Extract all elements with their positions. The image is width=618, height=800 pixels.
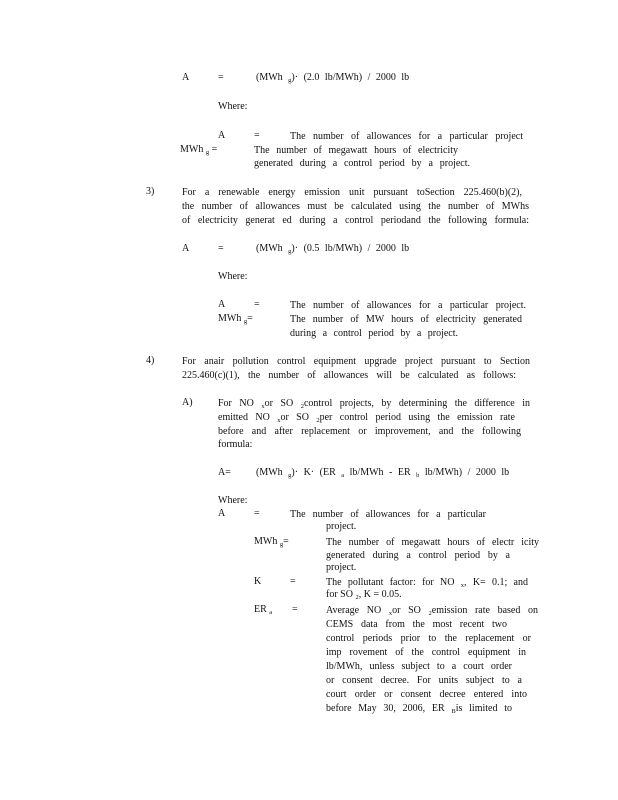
def-a-symbol: A — [218, 508, 226, 519]
def-a-text: The number of allowances for a particular project — [290, 131, 523, 142]
item-3-number: 3) — [146, 186, 155, 197]
def-a-symbol: A — [218, 299, 226, 310]
def-mwh-text-line-1: The number of megawatt hours of electr icity — [326, 537, 539, 548]
def-er-symbol: ER $_a$ — [254, 604, 273, 616]
where-label: Where: — [218, 495, 248, 506]
def-a-equals: = — [254, 508, 260, 519]
where-label: Where: — [218, 101, 248, 112]
def-a-equals: = — [254, 299, 260, 310]
item-3-line-2: the number of allowances must be calculated using the number of MWhs — [182, 201, 529, 212]
def-k-text-line-2: for SO $_2$, K = 0.05. — [326, 589, 402, 601]
formula-1-expression: (MWh $_g$)· (2.0 lb/MWh) / 2000 lb — [256, 72, 410, 84]
item-3-line-3: of electricity generat ed during a control periodand the following formula: — [182, 215, 529, 226]
def-k-text-line-1: The pollutant factor: for NO $_x$, K= 0.1; and — [326, 577, 528, 589]
def-er-text-line-8: before May 30, 2006, ER $_B$is limited to — [326, 703, 513, 715]
formula-2-lhs: A — [182, 243, 190, 254]
item-4-line-2: 225.460(c)(1), the number of allowances will be calculated as follows: — [182, 370, 516, 381]
def-mwh-text-line-3: project. — [326, 562, 357, 573]
formula-3-expression: (MWh $_g$)· K· (ER $_a$ lb/MWh - ER $_b$ lb/MWh) / 2000 lb — [256, 467, 510, 479]
def-mwh-text-line-2: generated during a control period by a project. — [254, 158, 470, 169]
def-er-text-line-6: or consent decree. For units subject to a — [326, 675, 522, 686]
def-a-equals: = — [254, 130, 260, 141]
item-a-line-2: emitted NO $_x$or SO $_2$per control period using the emission rate — [218, 412, 515, 424]
def-mwh-symbol: MWh $_g$= — [218, 313, 253, 325]
def-mwh-text-line-1: The number of megawatt hours of electricity — [254, 145, 458, 156]
def-mwh-text-line-2: generated during a control period by a — [326, 550, 510, 561]
where-label: Where: — [218, 271, 248, 282]
def-mwh-symbol: MWh $_g$ = — [180, 144, 218, 156]
formula-2-expression: (MWh $_g$)· (0.5 lb/MWh) / 2000 lb — [256, 243, 410, 255]
formula-1-equals: = — [218, 72, 224, 83]
item-4-line-1: For anair pollution control equipment upgrade project pursuant to Section — [182, 356, 530, 367]
def-k-equals: = — [290, 576, 296, 587]
def-k-symbol: K — [254, 576, 262, 587]
item-4-number: 4) — [146, 355, 155, 366]
def-er-text-line-4: imp rovement of the control equipment in — [326, 647, 526, 658]
def-a-text-line-1: The number of allowances for a particular — [290, 509, 486, 520]
def-er-text-line-3: control periods prior to the replacement or — [326, 633, 531, 644]
def-a-symbol: A — [218, 130, 226, 141]
def-a-text-line-2: project. — [326, 521, 357, 532]
def-er-text-line-7: court order or consent decree entered into — [326, 689, 527, 700]
item-3-line-1: For a renewable energy emission unit pursuant toSection 225.460(b)(2), — [182, 187, 522, 198]
item-a-line-3: before and after replacement or improvement, and the following — [218, 426, 521, 437]
formula-3-lhs: A= — [218, 467, 231, 478]
def-mwh-text-line-2: during a control period by a project. — [290, 328, 458, 339]
def-er-equals: = — [292, 604, 298, 615]
def-er-text-line-1: Average NO $_x$or SO $_2$emission rate based on — [326, 605, 538, 617]
item-a-number: A) — [182, 397, 193, 408]
formula-1-lhs: A — [182, 72, 190, 83]
def-er-text-line-5: lb/MWh, unless subject to a court order — [326, 661, 512, 672]
def-mwh-text-line-1: The number of MW hours of electricity generated — [290, 314, 522, 325]
def-a-text: The number of allowances for a particular project. — [290, 300, 526, 311]
def-mwh-symbol: MWh $_g$= — [254, 536, 289, 548]
item-a-line-1: For NO $_x$or SO $_2$control projects, by determining the difference in — [218, 398, 531, 410]
formula-2-equals: = — [218, 243, 224, 254]
item-a-line-4: formula: — [218, 439, 253, 450]
def-er-text-line-2: CEMS data from the most recent two — [326, 619, 507, 630]
